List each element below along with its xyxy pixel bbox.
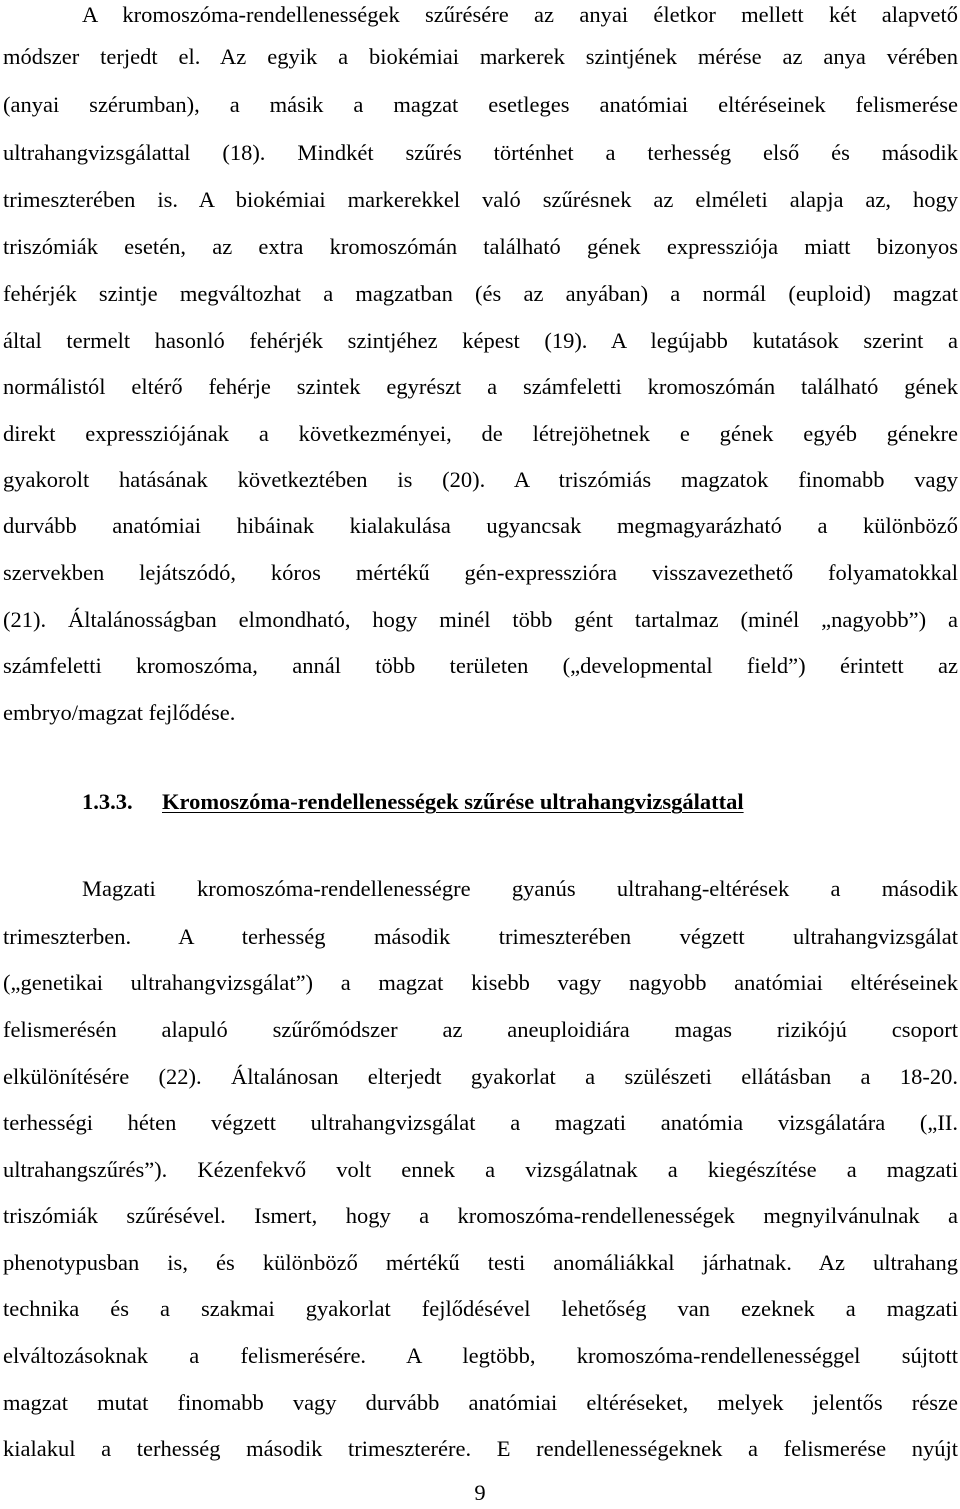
paragraph-line: (21). Általánosságban elmondható, hogy minél több gént tartalmaz (minél „nagyobb”) a: [3, 607, 958, 632]
paragraph-line: által termelt hasonló fehérjék szintjéhez képest (19). A legújabb kutatások szerint a: [3, 328, 958, 353]
paragraph-line: ultrahangszűrés”). Kézenfekvő volt ennek a vizsgálatnak a kiegészítése a magzati: [3, 1157, 958, 1182]
paragraph-line: módszer terjedt el. Az egyik a biokémiai markerek szintjének mérése az anya vérében: [3, 44, 958, 69]
paragraph-line: (anyai szérumban), a másik a magzat esetleges anatómiai eltéréseinek felismerése: [3, 92, 958, 117]
paragraph-line: phenotypusban is, és különböző mértékű testi anomáliákkal járhatnak. Az ultrahang: [3, 1250, 958, 1275]
paragraph-line: („genetikai ultrahangvizsgálat”) a magzat kisebb vagy nagyobb anatómiai eltéréseinek: [3, 970, 958, 995]
paragraph-line: direkt expressziójának a következményei, de létrejöhetnek e gének egyéb génekre: [3, 421, 958, 446]
section-heading: [82, 786, 942, 818]
section-number: 1.3.3.: [82, 789, 133, 814]
paragraph-line: elváltozásoknak a felismerésére. A legtöbb, kromoszóma-rendellenességgel sújtott: [3, 1343, 958, 1368]
paragraph-line: magzat mutat finomabb vagy durvább anatómiai eltéréseket, melyek jelentős része: [3, 1390, 958, 1415]
paragraph-line: triszómiák szűrésével. Ismert, hogy a kromoszóma-rendellenességek megnyilvánulnak a: [3, 1203, 958, 1228]
section-title: Kromoszóma-rendellenességek szűrése ultrahangvizsgálattal: [162, 789, 744, 814]
paragraph-line: ultrahangvizsgálattal (18). Mindkét szűrés történhet a terhesség első és második: [3, 140, 958, 165]
paragraph-line: trimeszterében is. A biokémiai markerekkel való szűrésnek az elméleti alapja az, hogy: [3, 187, 958, 212]
paragraph-line: elkülönítésére (22). Általánosan elterjedt gyakorlat a szülészeti ellátásban a 18-20.: [3, 1064, 958, 1089]
paragraph-line: szervekben lejátszódó, kóros mértékű gén-expresszióra visszavezethető folyamatokkal: [3, 560, 958, 585]
paragraph-line: technika és a szakmai gyakorlat fejlődésével lehetőség van ezeknek a magzati: [3, 1296, 958, 1321]
paragraph-line: trimeszterben. A terhesség második trimeszterében végzett ultrahangvizsgálat: [3, 924, 958, 949]
paragraph-line: normálistól eltérő fehérje szintek egyrészt a számfeletti kromoszómán található gének: [3, 374, 958, 399]
paragraph-line: fehérjék szintje megváltozhat a magzatban (és az anyában) a normál (euploid) magzat: [3, 281, 958, 306]
paragraph-line: terhességi héten végzett ultrahangvizsgálat a magzati anatómia vizsgálatára („II.: [3, 1110, 958, 1135]
paragraph-line: Magzati kromoszóma-rendellenességre gyanús ultrahang-eltérések a második: [82, 876, 958, 901]
paragraph-line: embryo/magzat fejlődése.: [3, 700, 236, 725]
paragraph-line: gyakorolt hatásának következtében is (20). A triszómiás magzatok finomabb vagy: [3, 467, 958, 492]
page-number: 9: [474, 1480, 486, 1505]
paragraph-line: A kromoszóma-rendellenességek szűrésére az anyai életkor mellett két alapvető: [82, 2, 958, 27]
paragraph-line: számfeletti kromoszóma, annál több területen („developmental field”) érintett az: [3, 653, 958, 678]
paragraph-line: felismerésén alapuló szűrőmódszer az aneuploidiára magas rizikójú csoport: [3, 1017, 958, 1042]
paragraph-line: triszómiák esetén, az extra kromoszómán található gének expressziója miatt bizonyos: [3, 234, 958, 259]
paragraph-line: kialakul a terhesség második trimeszterére. E rendellenességeknek a felismerése nyújt: [3, 1436, 958, 1461]
paragraph-line: durvább anatómiai hibáinak kialakulása ugyancsak megmagyarázható a különböző: [3, 513, 958, 538]
